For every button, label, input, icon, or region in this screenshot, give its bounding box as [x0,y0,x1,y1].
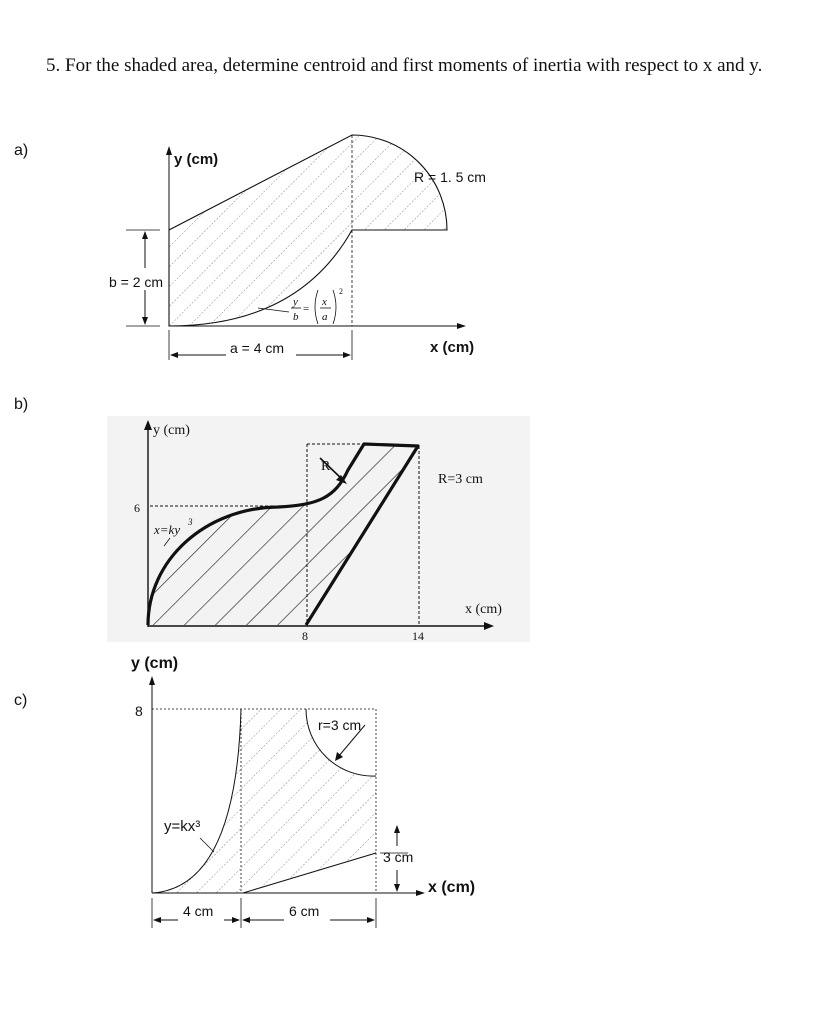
figure-c-equation: y=kx³ [164,818,201,835]
figure-a-b-label: b = 2 cm [109,274,164,290]
figure-c-3cm-label: 3 cm [383,849,414,865]
figure-a-eq-paren-left [315,290,318,324]
figure-b [107,416,530,643]
figure-c-dim-6cm-arrow-right [367,917,375,923]
figure-a-eq-a: a [322,311,328,323]
figure-c-3cm-arrow-down [394,884,400,892]
question-text: 5. For the shaded area, determine centroid and first moments of inertia with respect to x and y. [46,55,763,76]
figure-a [109,120,490,360]
figure-a-eq-y: y [293,296,298,308]
part-a-label: a) [14,142,29,159]
figure-b-radius-label: R=3 cm [438,472,483,487]
figure-c-y-arrow [149,676,155,685]
figure-a-eq-exponent: 2 [339,287,343,296]
figure-b-r-letter: R [321,459,331,474]
figure-a-eq-paren-right [333,290,336,324]
figure-a-x-arrow [457,323,466,329]
figure-c-r-arrow-head [335,752,343,761]
figure-c-6cm-label: 6 cm [289,903,320,919]
figure-a-eq-x: x [322,296,327,308]
figure-a-eq-b: b [293,311,299,323]
figure-c-tick-8: 8 [135,703,143,719]
figure-b-tick-8: 8 [302,629,308,643]
figure-a-eq-equals: = [303,303,310,315]
figure-c-dim-4cm-arrow-right [232,917,240,923]
figure-a-a-label: a = 4 cm [230,340,285,356]
part-b-label: b) [14,396,29,413]
figure-c-y-axis-label: y (cm) [131,655,179,672]
figure-a-y-axis-label: y (cm) [174,151,219,168]
figure-b-tick-6: 6 [134,501,140,515]
figure-b-tick-14: 14 [412,629,424,643]
figure-b-x-axis-label: x (cm) [465,602,502,617]
figure-c-x-axis-label: x (cm) [428,879,476,896]
figure-a-b-arrow-up [142,231,148,239]
figure-c [131,655,475,928]
figure-c-x-arrow [416,890,425,896]
figure-a-y-arrow [166,146,172,155]
figure-a-a-arrow-left [170,352,178,358]
figure-c-3cm-arrow-up [394,825,400,833]
figure-c-dim-6cm-arrow-left [242,917,250,923]
figure-b-equation-exponent: 3 [188,517,193,527]
figure-c-radius-label: r=3 cm [318,717,362,733]
figure-b-y-axis-label: y (cm) [153,423,190,438]
figure-b-equation: x=ky [154,522,181,537]
figure-c-dim-4cm-arrow-left [153,917,161,923]
figure-a-radius-label: R = 1. 5 cm [414,169,486,185]
figure-c-4cm-label: 4 cm [183,903,214,919]
figure-a-a-arrow-right [343,352,351,358]
figure-a-b-arrow-down [142,317,148,325]
figure-c-eq-leader [200,838,214,852]
part-c-label: c) [14,692,28,709]
figure-a-x-axis-label: x (cm) [430,339,475,356]
